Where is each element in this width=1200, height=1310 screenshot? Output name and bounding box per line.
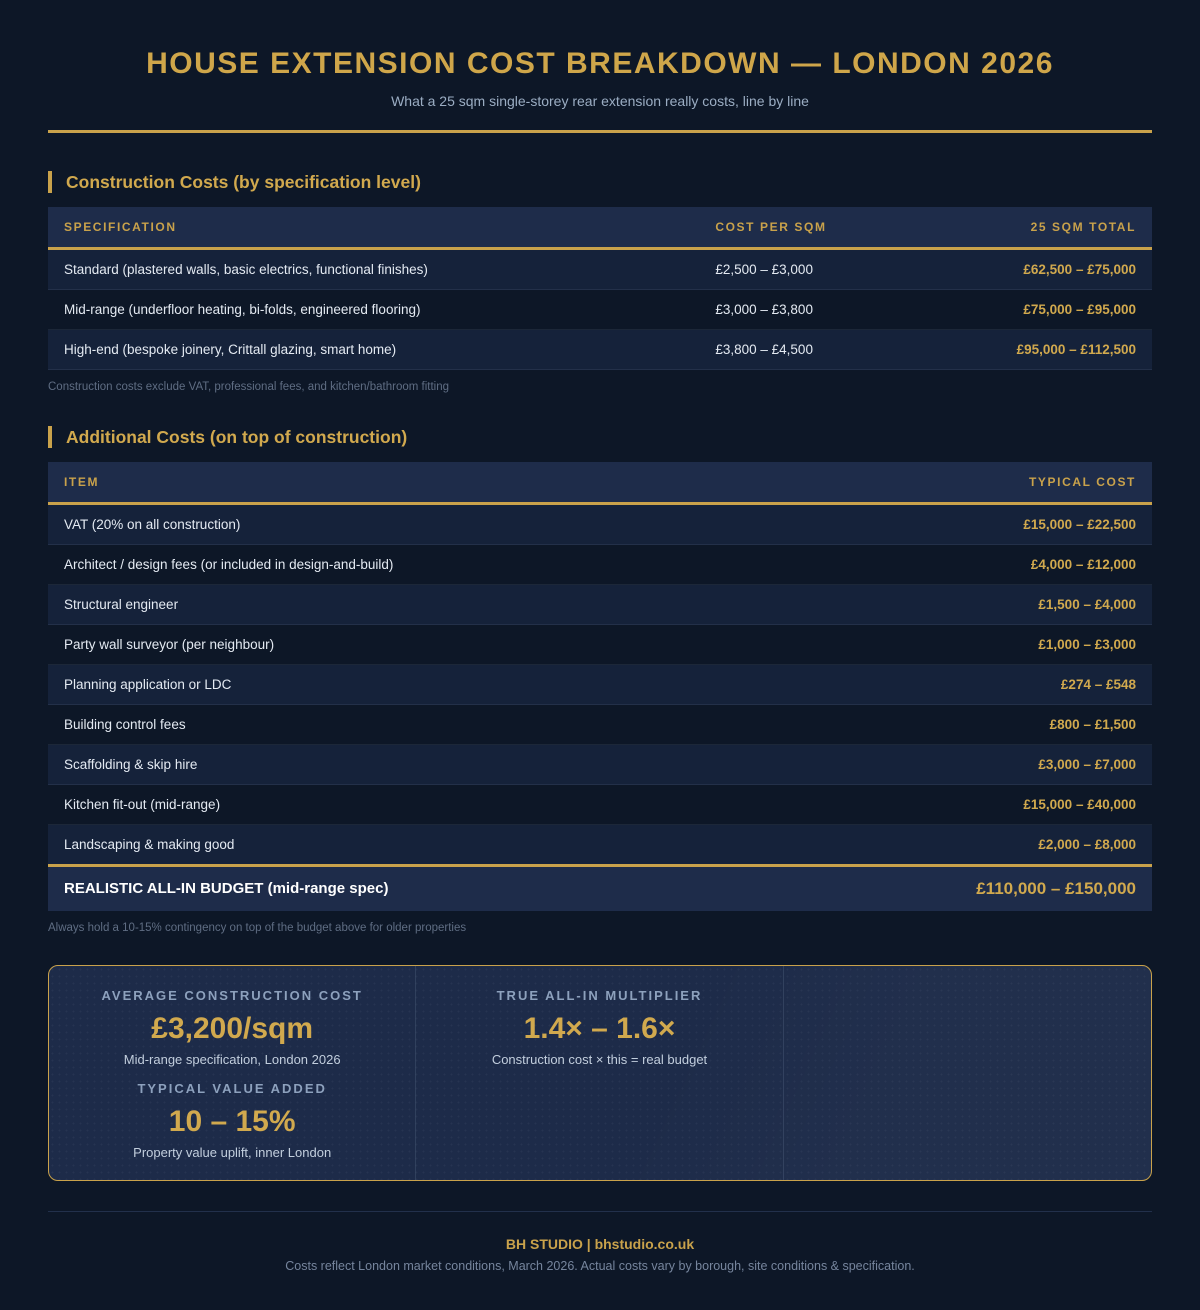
stat-subtext: Construction cost × this = real budget [491,1052,708,1067]
stat-value: £3,200/sqm [151,1012,314,1045]
additional-table-header [48,462,1152,504]
cost-cell: £15,000 – £22,500 [769,504,1152,545]
additional-section-title: Additional Costs (on top of construction) [66,427,408,447]
item-cell: Building control fees [48,705,769,745]
section-accent-bar [48,426,52,448]
total-cell: £75,000 – £95,000 [931,290,1152,330]
column-header-item: ITEM [48,462,769,504]
construction-section-title: Construction Costs (by specification level) [66,172,421,192]
budget-total-value: £110,000 – £150,000 [769,866,1152,912]
table-row [48,504,1152,545]
stat-empty-cell [784,1081,1151,1180]
stat-subtext: Property value uplift, inner London [133,1145,332,1160]
header-divider [48,130,1152,133]
budget-total-row [48,866,1152,912]
stat-true-all-in-multiplier [416,966,783,1081]
table-row [48,330,1152,370]
key-stats-card [48,965,1152,1181]
total-cell: £95,000 – £112,500 [931,330,1152,370]
footer-brand-link[interactable]: BH STUDIO | bhstudio.co.uk [505,1236,695,1252]
item-cell: Planning application or LDC [48,665,769,705]
construction-section-heading [48,171,1152,193]
per-sqm-cell: £3,800 – £4,500 [699,330,931,370]
footer [48,1236,1152,1274]
stat-label: TYPICAL VALUE ADDED [137,1081,327,1096]
item-cell: Landscaping & making good [48,825,769,866]
spec-cell: High-end (bespoke joinery, Crittall glazing, smart home) [48,330,699,370]
item-cell: Architect / design fees (or included in design-and-build) [48,545,769,585]
stat-typical-value-added [49,1081,416,1180]
footer-divider [48,1211,1152,1212]
table-row [48,785,1152,825]
table-row [48,825,1152,866]
table-row [48,625,1152,665]
stat-subtext: Mid-range specification, London 2026 [123,1052,341,1067]
total-cell: £62,500 – £75,000 [931,249,1152,290]
contingency-footnote: Always hold a 10-15% contingency on top of the budget above for older properties [48,922,467,934]
stat-empty-cell [416,1081,783,1180]
page-title: HOUSE EXTENSION COST BREAKDOWN — LONDON 2026 [146,47,1054,80]
spec-cell: Standard (plastered walls, basic electrics, functional finishes) [48,249,699,290]
item-cell: Scaffolding & skip hire [48,745,769,785]
budget-total-label: REALISTIC ALL-IN BUDGET (mid-range spec) [48,866,769,912]
column-header-typical-cost: TYPICAL COST [769,462,1152,504]
cost-cell: £800 – £1,500 [769,705,1152,745]
stat-value: 1.4× – 1.6× [523,1012,676,1045]
additional-costs-table [48,462,1152,911]
stat-label: TRUE ALL-IN MULTIPLIER [496,988,703,1003]
construction-costs-table [48,207,1152,370]
stat-empty-cell [784,966,1151,1081]
section-accent-bar [48,171,52,193]
item-cell: Kitchen fit-out (mid-range) [48,785,769,825]
column-header-cost-per-sqm: COST PER SQM [699,207,931,249]
column-header-25-sqm-total: 25 SQM TOTAL [931,207,1152,249]
cost-cell: £1,000 – £3,000 [769,625,1152,665]
table-row [48,745,1152,785]
per-sqm-cell: £3,000 – £3,800 [699,290,931,330]
item-cell: Party wall surveyor (per neighbour) [48,625,769,665]
table-row [48,545,1152,585]
table-row [48,705,1152,745]
table-row [48,290,1152,330]
item-cell: Structural engineer [48,585,769,625]
additional-section-heading [48,426,1152,448]
table-row [48,665,1152,705]
spec-cell: Mid-range (underfloor heating, bi-folds, engineered flooring) [48,290,699,330]
stat-value: 10 – 15% [168,1105,296,1138]
item-cell: VAT (20% on all construction) [48,504,769,545]
per-sqm-cell: £2,500 – £3,000 [699,249,931,290]
cost-cell: £274 – £548 [769,665,1152,705]
construction-table-header [48,207,1152,249]
cost-cell: £15,000 – £40,000 [769,785,1152,825]
stats-grid [49,966,1151,1180]
cost-cell: £1,500 – £4,000 [769,585,1152,625]
footer-disclaimer: Costs reflect London market conditions, March 2026. Actual costs vary by borough, site conditions & specification. [285,1259,915,1273]
table-row [48,249,1152,290]
construction-footnote: Construction costs exclude VAT, professional fees, and kitchen/bathroom fitting [48,381,450,393]
table-row [48,585,1152,625]
column-header-specification: SPECIFICATION [48,207,699,249]
cost-cell: £3,000 – £7,000 [769,745,1152,785]
cost-cell: £2,000 – £8,000 [769,825,1152,866]
page-subtitle: What a 25 sqm single-storey rear extension really costs, line by line [391,93,809,109]
masthead [48,0,1152,133]
cost-cell: £4,000 – £12,000 [769,545,1152,585]
stat-label: AVERAGE CONSTRUCTION COST [101,988,363,1003]
stat-average-construction-cost [49,966,416,1081]
